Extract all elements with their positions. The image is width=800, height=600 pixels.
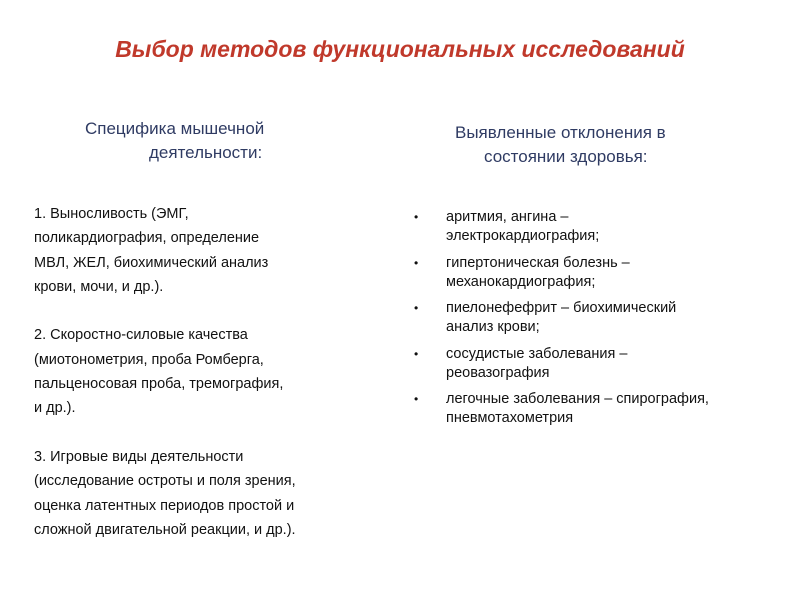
paragraph-line: оценка латентных периодов простой и bbox=[34, 497, 295, 514]
bullet-icon: • bbox=[414, 301, 419, 315]
endurance-paragraph bbox=[34, 202, 394, 299]
list-item-line: легочные заболевания – спирография, bbox=[446, 391, 709, 407]
list-item bbox=[408, 208, 788, 246]
left-column-body bbox=[34, 202, 394, 542]
slide-title: Выбор методов функциональных исследований bbox=[115, 36, 685, 62]
list-item bbox=[408, 390, 788, 428]
bullet-icon: • bbox=[414, 255, 419, 270]
paragraph-line: и др.). bbox=[34, 400, 76, 417]
game-activity-paragraph bbox=[34, 445, 394, 542]
paragraph-line: (миотонометрия, проба Ромберга, bbox=[34, 351, 264, 368]
paragraph-line: 3. Игровые виды деятельности bbox=[34, 448, 244, 465]
list-item-line: электрокардиография; bbox=[446, 228, 600, 244]
list-item-line: пиелонефефрит – биохимический bbox=[446, 300, 677, 316]
paragraph-line: МВЛ, ЖЕЛ, биохимический анализ bbox=[34, 254, 269, 271]
list-item-line: сосудистые заболевания – bbox=[446, 345, 628, 362]
bullet-icon: • bbox=[414, 210, 419, 224]
list-item-line: аритмия, ангина – bbox=[446, 209, 569, 225]
right-column-heading bbox=[455, 121, 666, 169]
list-item bbox=[408, 345, 788, 383]
health-deviations-list bbox=[408, 208, 788, 436]
list-item-line: реовазография bbox=[446, 364, 550, 381]
list-item bbox=[408, 254, 788, 292]
left-heading-line: деятельности: bbox=[149, 143, 263, 162]
paragraph-line: сложной двигательной реакции, и др.). bbox=[34, 521, 296, 538]
list-item bbox=[408, 299, 788, 337]
right-heading-line: Выявленные отклонения в bbox=[455, 123, 666, 142]
bullet-icon: • bbox=[414, 392, 419, 406]
list-item-line: механокардиография; bbox=[446, 273, 596, 290]
paragraph-line: (исследование остроты и поля зрения, bbox=[34, 473, 296, 490]
paragraph-line: крови, мочи, и др.). bbox=[34, 278, 164, 295]
left-heading-line: Специфика мышечной bbox=[85, 119, 265, 138]
left-column-heading bbox=[85, 117, 264, 165]
paragraph-line: 2. Скоростно-силовые качества bbox=[34, 327, 248, 344]
list-item-line: анализ крови; bbox=[446, 319, 540, 335]
list-item-line: гипертоническая болезнь – bbox=[446, 254, 630, 271]
paragraph-line: пальценосовая проба, тремография, bbox=[34, 376, 284, 393]
right-heading-line: состоянии здоровья: bbox=[484, 147, 648, 166]
paragraph-line: 1. Выносливость (ЭМГ, bbox=[34, 206, 189, 222]
bullet-icon: • bbox=[414, 346, 419, 361]
paragraph-line: поликардиография, определение bbox=[34, 230, 260, 247]
list-item-line: пневмотахометрия bbox=[446, 410, 574, 426]
speed-strength-paragraph bbox=[34, 323, 394, 420]
